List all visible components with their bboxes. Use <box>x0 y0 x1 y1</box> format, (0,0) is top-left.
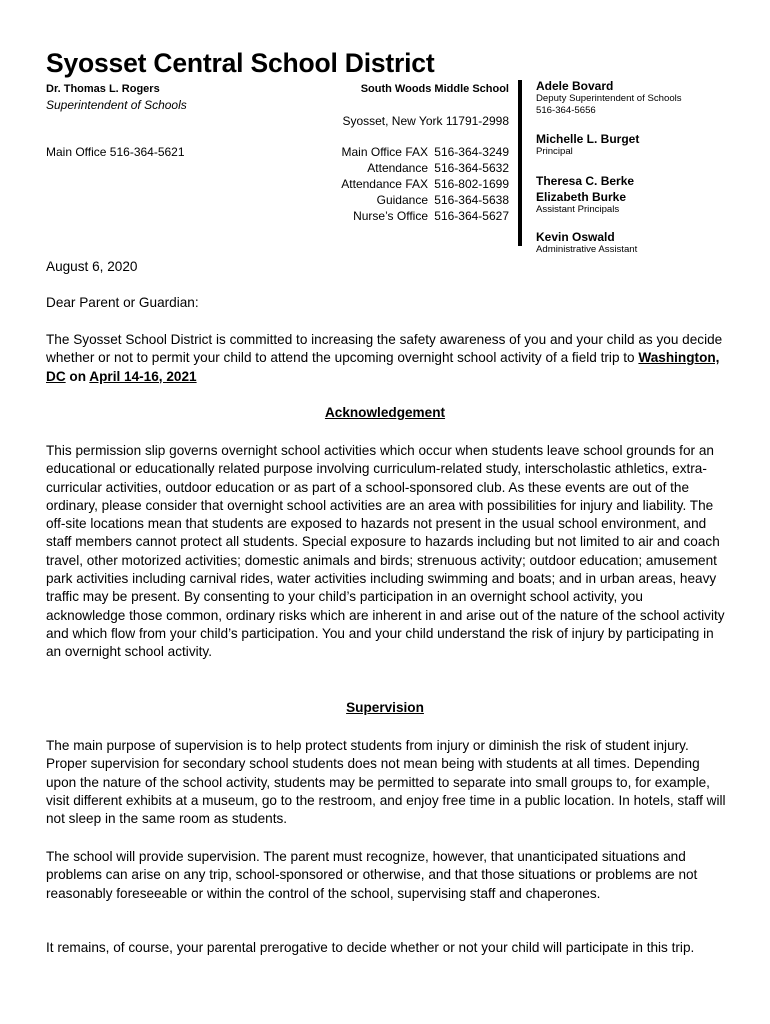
admin-assistant-principals <box>536 174 634 216</box>
contact-number: 516-364-5632 <box>434 161 509 175</box>
superintendent-title: Superintendent of Schools <box>46 98 187 112</box>
ap-name-2: Elizabeth Burke <box>536 190 627 204</box>
acknowledgement-heading: Acknowledgement <box>324 405 446 420</box>
intro-text: The Syosset School District is committed to increasing the safety awareness of you and your child as you decide whether or not to permit your child to attend the upcoming overnight school activity of a field trip to <box>46 332 723 366</box>
on-word: on <box>65 368 90 384</box>
contact-row <box>341 144 509 160</box>
deputy-phone: 516-364-5656 <box>536 105 596 116</box>
contact-label: Guidance <box>376 193 428 207</box>
deputy-name: Adele Bovard <box>536 79 614 93</box>
contact-row <box>341 160 509 176</box>
intro-paragraph <box>46 331 726 386</box>
contact-number: 516-364-3249 <box>434 145 509 159</box>
contact-number: 516-364-5627 <box>434 209 509 223</box>
school-name: South Woods Middle School <box>360 83 509 95</box>
supervision-heading: Supervision <box>346 700 424 715</box>
admin-principal <box>536 132 639 158</box>
acknowledgement-paragraph: This permission slip governs overnight school activities which occur when students leave school grounds for an educational or educationally related purpose involving curriculum-related study, interscholastic athletics, extra-curricular activities, outdoor education or as part of a school-sponsored club. As these events are out of the ordinary, please consider that overnight school activities are an area with possibilities for injury and liability. The off-site locations mean that students are exposed to hazards not present in the usual school environment, and staff members cannot protect all students. Special exposure to hazards including but not limited to air and coach travel, other motorized activities; domestic animals and birds; strenuous activity; outdoor education; amusement park activities including carnival rides, water activities including swimming and boats; and in urban areas, heavy traffic may be present. By consenting to your child’s participation in an overnight school activity, you acknowledge those common, ordinary risks which are inherent in and arise out of the nature of the school activity and which flow from your child’s participation. You and your child understand the risk of injury by participating in an overnight school activity. <box>46 443 725 660</box>
trip-destination: Washington, DC <box>46 350 720 384</box>
contact-row <box>341 192 509 208</box>
letterhead-divider <box>518 80 522 246</box>
deputy-title: Deputy Superintendent of Schools <box>536 93 682 104</box>
supervision-paragraph-1: The main purpose of supervision is to help protect students from injury or diminish the risk of student injury. Proper supervision for secondary school students does not mean being with students at all times. Depending upon the nature of the school activity, students may be permitted to separate into small groups to, for example, visit different exhibits at a museum, go to the restroom, and enjoy free time in a public location. In hotels, staff will not sleep in the same room as students. <box>46 738 726 827</box>
contact-row <box>341 176 509 192</box>
district-name: Syosset Central School District <box>46 48 435 78</box>
admin-deputy <box>536 79 682 117</box>
salutation: Dear Parent or Guardian: <box>46 295 199 310</box>
contact-label: Main Office FAX <box>341 145 428 159</box>
contact-number: 516-364-5638 <box>434 193 509 207</box>
ap-title: Assistant Principals <box>536 204 620 215</box>
superintendent-name: Dr. Thomas L. Rogers <box>46 83 160 95</box>
supervision-paragraph-2: The school will provide supervision. The parent must recognize, however, that unanticipated situations and problems can arise on any trip, school-sponsored or otherwise, and that those situations or problems are not reasonably foreseeable or within the control of the school, supervising staff and chaperones. <box>46 849 698 901</box>
contact-list <box>341 144 509 224</box>
main-office-phone: Main Office 516-364-5621 <box>46 145 185 159</box>
contact-label: Nurse’s Office <box>353 209 428 223</box>
supervision-paragraph-3: It remains, of course, your parental prerogative to decide whether or not your child will participate in this trip. <box>46 940 695 955</box>
contact-label: Attendance FAX <box>341 177 428 191</box>
letter-date: August 6, 2020 <box>46 259 138 274</box>
principal-title: Principal <box>536 146 573 157</box>
school-address: Syosset, New York 11791-2998 <box>342 114 509 128</box>
admin-administrative-assistant <box>536 230 637 256</box>
aa-name: Kevin Oswald <box>536 230 615 244</box>
contact-row <box>341 208 509 224</box>
contact-number: 516-802-1699 <box>434 177 509 191</box>
ap-name-1: Theresa C. Berke <box>536 174 635 188</box>
contact-label: Attendance <box>367 161 428 175</box>
trip-dates: April 14-16, 2021 <box>89 368 197 384</box>
principal-name: Michelle L. Burget <box>536 132 640 146</box>
aa-title: Administrative Assistant <box>536 244 638 255</box>
